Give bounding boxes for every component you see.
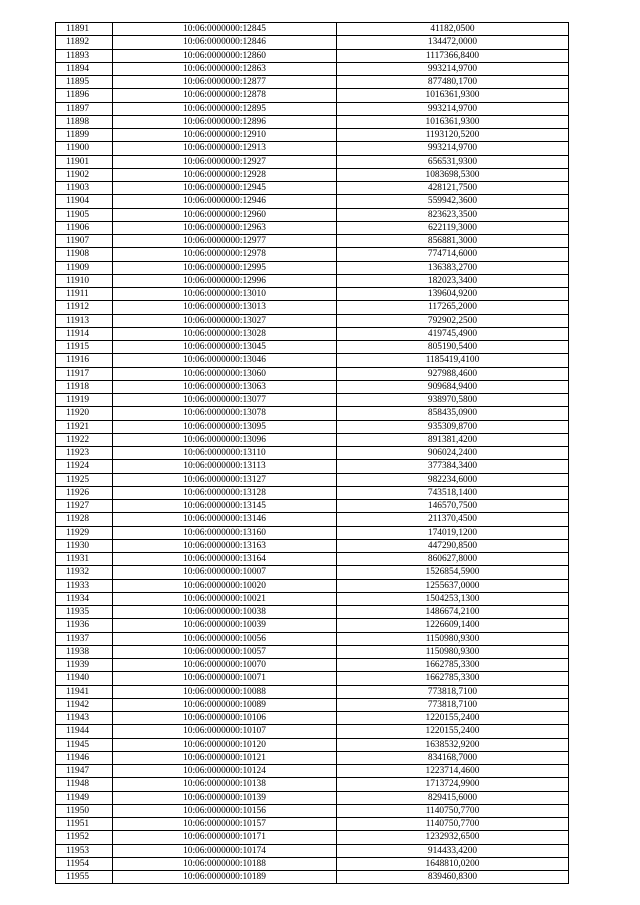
row-number-cell: 11900 — [56, 142, 113, 155]
table-row — [56, 407, 569, 420]
table-row — [56, 738, 569, 751]
row-number-cell: 11898 — [56, 115, 113, 128]
row-number-cell: 11919 — [56, 394, 113, 407]
row-number-cell: 11930 — [56, 539, 113, 552]
value-cell: 136383,2700 — [337, 261, 569, 274]
table-row — [56, 632, 569, 645]
row-number-cell: 11909 — [56, 261, 113, 274]
row-number-cell: 11940 — [56, 672, 113, 685]
cadastral-number-cell: 10:06:0000000:12910 — [113, 129, 337, 142]
row-number-cell: 11947 — [56, 765, 113, 778]
row-number-cell: 11946 — [56, 751, 113, 764]
row-number-cell: 11955 — [56, 871, 113, 884]
row-number-cell: 11893 — [56, 49, 113, 62]
value-cell: 134472,0000 — [337, 36, 569, 49]
table-row — [56, 778, 569, 791]
value-cell: 829415,6000 — [337, 791, 569, 804]
cadastral-number-cell: 10:06:0000000:12945 — [113, 182, 337, 195]
cadastral-number-cell: 10:06:0000000:12963 — [113, 221, 337, 234]
row-number-cell: 11950 — [56, 804, 113, 817]
value-cell: 1117366,8400 — [337, 49, 569, 62]
table-row — [56, 23, 569, 36]
cadastral-number-cell: 10:06:0000000:13027 — [113, 314, 337, 327]
table-row — [56, 36, 569, 49]
row-number-cell: 11931 — [56, 553, 113, 566]
row-number-cell: 11904 — [56, 195, 113, 208]
row-number-cell: 11951 — [56, 818, 113, 831]
table-row — [56, 486, 569, 499]
row-number-cell: 11916 — [56, 354, 113, 367]
value-cell: 834168,7000 — [337, 751, 569, 764]
cadastral-number-cell: 10:06:0000000:13145 — [113, 500, 337, 513]
row-number-cell: 11945 — [56, 738, 113, 751]
row-number-cell: 11891 — [56, 23, 113, 36]
cadastral-number-cell: 10:06:0000000:12996 — [113, 274, 337, 287]
row-number-cell: 11939 — [56, 659, 113, 672]
cadastral-number-cell: 10:06:0000000:13146 — [113, 513, 337, 526]
cadastral-number-cell: 10:06:0000000:13028 — [113, 327, 337, 340]
cadastral-number-cell: 10:06:0000000:13096 — [113, 433, 337, 446]
table-row — [56, 592, 569, 605]
cadastral-number-cell: 10:06:0000000:10157 — [113, 818, 337, 831]
table-row — [56, 513, 569, 526]
value-cell: 182023,3400 — [337, 274, 569, 287]
cadastral-number-cell: 10:06:0000000:13045 — [113, 341, 337, 354]
table-row — [56, 791, 569, 804]
table-row — [56, 844, 569, 857]
cadastral-number-cell: 10:06:0000000:12845 — [113, 23, 337, 36]
row-number-cell: 11914 — [56, 327, 113, 340]
value-cell: 891381,4200 — [337, 433, 569, 446]
value-cell: 839460,8300 — [337, 871, 569, 884]
value-cell: 1193120,5200 — [337, 129, 569, 142]
table-row — [56, 473, 569, 486]
cadastral-number-cell: 10:06:0000000:13078 — [113, 407, 337, 420]
row-number-cell: 11926 — [56, 486, 113, 499]
table-row — [56, 712, 569, 725]
cadastral-number-cell: 10:06:0000000:12878 — [113, 89, 337, 102]
table-row — [56, 235, 569, 248]
value-cell: 1150980,9300 — [337, 632, 569, 645]
value-cell: 139604,9200 — [337, 288, 569, 301]
row-number-cell: 11929 — [56, 526, 113, 539]
value-cell: 1486674,2100 — [337, 606, 569, 619]
value-cell: 211370,4500 — [337, 513, 569, 526]
row-number-cell: 11948 — [56, 778, 113, 791]
table-row — [56, 857, 569, 870]
row-number-cell: 11943 — [56, 712, 113, 725]
value-cell: 805190,5400 — [337, 341, 569, 354]
row-number-cell: 11896 — [56, 89, 113, 102]
value-cell: 656531,9300 — [337, 155, 569, 168]
table-row — [56, 314, 569, 327]
table-row — [56, 420, 569, 433]
table-row — [56, 447, 569, 460]
cadastral-number-cell: 10:06:0000000:13046 — [113, 354, 337, 367]
value-cell: 1016361,9300 — [337, 89, 569, 102]
value-cell: 1220155,2400 — [337, 712, 569, 725]
table-row — [56, 526, 569, 539]
value-cell: 377384,3400 — [337, 460, 569, 473]
cadastral-number-cell: 10:06:0000000:10156 — [113, 804, 337, 817]
table-row — [56, 500, 569, 513]
value-cell: 993214,9700 — [337, 62, 569, 75]
value-cell: 1662785,3300 — [337, 659, 569, 672]
value-cell: 41182,0500 — [337, 23, 569, 36]
cadastral-number-cell: 10:06:0000000:10120 — [113, 738, 337, 751]
cadastral-number-cell: 10:06:0000000:13164 — [113, 553, 337, 566]
table-row — [56, 539, 569, 552]
cadastral-number-cell: 10:06:0000000:13010 — [113, 288, 337, 301]
table-row — [56, 261, 569, 274]
value-cell: 117265,2000 — [337, 301, 569, 314]
cadastral-number-cell: 10:06:0000000:10088 — [113, 685, 337, 698]
table-row — [56, 49, 569, 62]
row-number-cell: 11927 — [56, 500, 113, 513]
table-row — [56, 804, 569, 817]
row-number-cell: 11924 — [56, 460, 113, 473]
row-number-cell: 11903 — [56, 182, 113, 195]
row-number-cell: 11953 — [56, 844, 113, 857]
row-number-cell: 11922 — [56, 433, 113, 446]
row-number-cell: 11907 — [56, 235, 113, 248]
row-number-cell: 11902 — [56, 168, 113, 181]
row-number-cell: 11906 — [56, 221, 113, 234]
table-row — [56, 553, 569, 566]
cadastral-number-cell: 10:06:0000000:13060 — [113, 367, 337, 380]
cadastral-number-cell: 10:06:0000000:12946 — [113, 195, 337, 208]
value-cell: 1504253,1300 — [337, 592, 569, 605]
value-cell: 146570,7500 — [337, 500, 569, 513]
value-cell: 914433,4200 — [337, 844, 569, 857]
table-row — [56, 168, 569, 181]
cadastral-number-cell: 10:06:0000000:13077 — [113, 394, 337, 407]
table-row — [56, 274, 569, 287]
row-number-cell: 11918 — [56, 380, 113, 393]
table-body — [56, 23, 569, 884]
value-cell: 906024,2400 — [337, 447, 569, 460]
cadastral-number-cell: 10:06:0000000:13063 — [113, 380, 337, 393]
value-cell: 428121,7500 — [337, 182, 569, 195]
cadastral-number-cell: 10:06:0000000:10038 — [113, 606, 337, 619]
value-cell: 858435,0900 — [337, 407, 569, 420]
row-number-cell: 11912 — [56, 301, 113, 314]
value-cell: 1140750,7700 — [337, 804, 569, 817]
row-number-cell: 11934 — [56, 592, 113, 605]
table-row — [56, 698, 569, 711]
value-cell: 860627,8000 — [337, 553, 569, 566]
cadastral-number-cell: 10:06:0000000:10174 — [113, 844, 337, 857]
row-number-cell: 11899 — [56, 129, 113, 142]
row-number-cell: 11935 — [56, 606, 113, 619]
cadastral-number-cell: 10:06:0000000:10171 — [113, 831, 337, 844]
table-row — [56, 76, 569, 89]
cadastral-number-cell: 10:06:0000000:12960 — [113, 208, 337, 221]
table-row — [56, 751, 569, 764]
cadastral-number-cell: 10:06:0000000:12863 — [113, 62, 337, 75]
row-number-cell: 11910 — [56, 274, 113, 287]
row-number-cell: 11936 — [56, 619, 113, 632]
row-number-cell: 11905 — [56, 208, 113, 221]
value-cell: 935309,8700 — [337, 420, 569, 433]
value-cell: 774714,6000 — [337, 248, 569, 261]
table-row — [56, 182, 569, 195]
value-cell: 1140750,7700 — [337, 818, 569, 831]
row-number-cell: 11942 — [56, 698, 113, 711]
value-cell: 1638532,9200 — [337, 738, 569, 751]
cadastral-number-cell: 10:06:0000000:10121 — [113, 751, 337, 764]
value-cell: 993214,9700 — [337, 102, 569, 115]
cadastral-number-cell: 10:06:0000000:13095 — [113, 420, 337, 433]
table-row — [56, 115, 569, 128]
value-cell: 1662785,3300 — [337, 672, 569, 685]
value-cell: 1713724,9900 — [337, 778, 569, 791]
cadastral-number-cell: 10:06:0000000:10139 — [113, 791, 337, 804]
table-row — [56, 433, 569, 446]
table-row — [56, 327, 569, 340]
value-cell: 927988,4600 — [337, 367, 569, 380]
value-cell: 982234,6000 — [337, 473, 569, 486]
value-cell: 743518,1400 — [337, 486, 569, 499]
value-cell: 1083698,5300 — [337, 168, 569, 181]
table-row — [56, 288, 569, 301]
value-cell: 1150980,9300 — [337, 645, 569, 658]
table-row — [56, 354, 569, 367]
table-row — [56, 208, 569, 221]
row-number-cell: 11925 — [56, 473, 113, 486]
value-cell: 1648810,0200 — [337, 857, 569, 870]
cadastral-number-cell: 10:06:0000000:10189 — [113, 871, 337, 884]
value-cell: 856881,3000 — [337, 235, 569, 248]
row-number-cell: 11933 — [56, 579, 113, 592]
table-row — [56, 367, 569, 380]
table-row — [56, 659, 569, 672]
table-row — [56, 62, 569, 75]
table-row — [56, 142, 569, 155]
value-cell: 773818,7100 — [337, 685, 569, 698]
row-number-cell: 11913 — [56, 314, 113, 327]
value-cell: 1220155,2400 — [337, 725, 569, 738]
cadastral-number-cell: 10:06:0000000:12895 — [113, 102, 337, 115]
value-cell: 1526854,5900 — [337, 566, 569, 579]
table-row — [56, 89, 569, 102]
value-cell: 938970,5800 — [337, 394, 569, 407]
cadastral-number-cell: 10:06:0000000:10007 — [113, 566, 337, 579]
cadastral-number-cell: 10:06:0000000:13127 — [113, 473, 337, 486]
row-number-cell: 11920 — [56, 407, 113, 420]
table-row — [56, 725, 569, 738]
table-row — [56, 221, 569, 234]
cadastral-number-cell: 10:06:0000000:12995 — [113, 261, 337, 274]
row-number-cell: 11952 — [56, 831, 113, 844]
row-number-cell: 11938 — [56, 645, 113, 658]
table-row — [56, 380, 569, 393]
value-cell: 1185419,4100 — [337, 354, 569, 367]
cadastral-number-cell: 10:06:0000000:12877 — [113, 76, 337, 89]
cadastral-number-cell: 10:06:0000000:10071 — [113, 672, 337, 685]
table-row — [56, 301, 569, 314]
cadastral-number-cell: 10:06:0000000:10039 — [113, 619, 337, 632]
cadastral-number-cell: 10:06:0000000:10106 — [113, 712, 337, 725]
table-row — [56, 818, 569, 831]
cadastral-number-cell: 10:06:0000000:12928 — [113, 168, 337, 181]
row-number-cell: 11901 — [56, 155, 113, 168]
value-cell: 559942,3600 — [337, 195, 569, 208]
table-row — [56, 831, 569, 844]
cadastral-number-cell: 10:06:0000000:13163 — [113, 539, 337, 552]
cadastral-number-cell: 10:06:0000000:12896 — [113, 115, 337, 128]
row-number-cell: 11941 — [56, 685, 113, 698]
table-row — [56, 155, 569, 168]
row-number-cell: 11944 — [56, 725, 113, 738]
row-number-cell: 11923 — [56, 447, 113, 460]
value-cell: 909684,9400 — [337, 380, 569, 393]
cadastral-number-cell: 10:06:0000000:10020 — [113, 579, 337, 592]
cadastral-number-cell: 10:06:0000000:10188 — [113, 857, 337, 870]
row-number-cell: 11949 — [56, 791, 113, 804]
row-number-cell: 11921 — [56, 420, 113, 433]
cadastral-number-cell: 10:06:0000000:12927 — [113, 155, 337, 168]
cadastral-number-cell: 10:06:0000000:10107 — [113, 725, 337, 738]
table-row — [56, 579, 569, 592]
table-row — [56, 871, 569, 884]
row-number-cell: 11894 — [56, 62, 113, 75]
cadastral-number-cell: 10:06:0000000:12846 — [113, 36, 337, 49]
row-number-cell: 11954 — [56, 857, 113, 870]
table-row — [56, 341, 569, 354]
table-row — [56, 765, 569, 778]
value-cell: 877480,1700 — [337, 76, 569, 89]
value-cell: 419745,4900 — [337, 327, 569, 340]
cadastral-number-cell: 10:06:0000000:13110 — [113, 447, 337, 460]
row-number-cell: 11908 — [56, 248, 113, 261]
table-row — [56, 672, 569, 685]
table-row — [56, 619, 569, 632]
cadastral-value-table — [55, 22, 569, 884]
value-cell: 1226609,1400 — [337, 619, 569, 632]
cadastral-number-cell: 10:06:0000000:13128 — [113, 486, 337, 499]
value-cell: 1255637,0000 — [337, 579, 569, 592]
cadastral-number-cell: 10:06:0000000:10124 — [113, 765, 337, 778]
row-number-cell: 11915 — [56, 341, 113, 354]
cadastral-number-cell: 10:06:0000000:12913 — [113, 142, 337, 155]
cadastral-number-cell: 10:06:0000000:10056 — [113, 632, 337, 645]
row-number-cell: 11895 — [56, 76, 113, 89]
table-row — [56, 248, 569, 261]
table-row — [56, 460, 569, 473]
value-cell: 1232932,6500 — [337, 831, 569, 844]
value-cell: 1223714,4600 — [337, 765, 569, 778]
table-row — [56, 566, 569, 579]
table-row — [56, 195, 569, 208]
table-row — [56, 606, 569, 619]
row-number-cell: 11892 — [56, 36, 113, 49]
value-cell: 1016361,9300 — [337, 115, 569, 128]
cadastral-number-cell: 10:06:0000000:10057 — [113, 645, 337, 658]
value-cell: 174019,1200 — [337, 526, 569, 539]
table-row — [56, 394, 569, 407]
cadastral-number-cell: 10:06:0000000:13013 — [113, 301, 337, 314]
row-number-cell: 11911 — [56, 288, 113, 301]
cadastral-number-cell: 10:06:0000000:13113 — [113, 460, 337, 473]
value-cell: 823623,3500 — [337, 208, 569, 221]
table-row — [56, 685, 569, 698]
cadastral-number-cell: 10:06:0000000:10070 — [113, 659, 337, 672]
value-cell: 773818,7100 — [337, 698, 569, 711]
table-row — [56, 129, 569, 142]
cadastral-number-cell: 10:06:0000000:12860 — [113, 49, 337, 62]
cadastral-number-cell: 10:06:0000000:10089 — [113, 698, 337, 711]
table-row — [56, 645, 569, 658]
cadastral-number-cell: 10:06:0000000:13160 — [113, 526, 337, 539]
value-cell: 792902,2500 — [337, 314, 569, 327]
value-cell: 447290,8500 — [337, 539, 569, 552]
row-number-cell: 11937 — [56, 632, 113, 645]
row-number-cell: 11917 — [56, 367, 113, 380]
cadastral-number-cell: 10:06:0000000:12977 — [113, 235, 337, 248]
value-cell: 993214,9700 — [337, 142, 569, 155]
value-cell: 622119,3000 — [337, 221, 569, 234]
cadastral-number-cell: 10:06:0000000:12978 — [113, 248, 337, 261]
row-number-cell: 11897 — [56, 102, 113, 115]
cadastral-number-cell: 10:06:0000000:10138 — [113, 778, 337, 791]
cadastral-number-cell: 10:06:0000000:10021 — [113, 592, 337, 605]
row-number-cell: 11928 — [56, 513, 113, 526]
row-number-cell: 11932 — [56, 566, 113, 579]
table-row — [56, 102, 569, 115]
